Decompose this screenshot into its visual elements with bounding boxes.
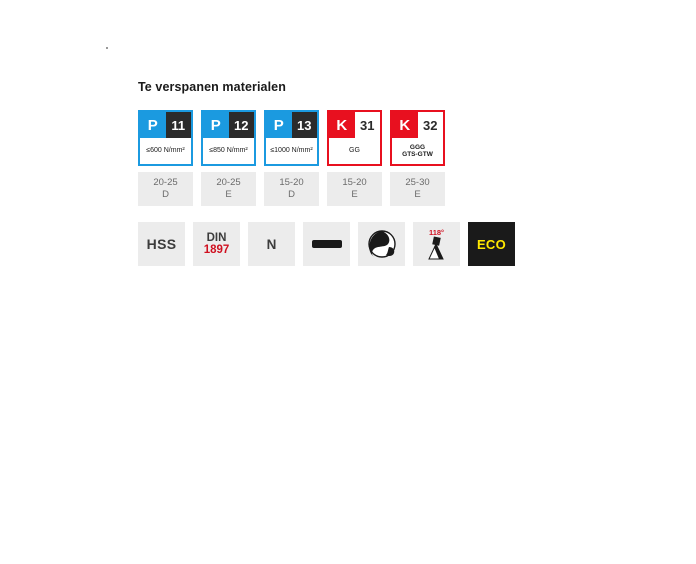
cutting-grade: E (414, 189, 421, 200)
eco-icon (468, 222, 515, 266)
material-cutting-data (138, 172, 193, 206)
material-spec (392, 138, 443, 164)
din-icon-label: DIN (206, 231, 227, 244)
material-cutting-data (327, 172, 382, 206)
material-cutting-data (264, 172, 319, 206)
material-group-number: 31 (355, 112, 381, 138)
material-card[interactable] (390, 110, 445, 166)
din-icon-number: 1897 (203, 244, 230, 256)
material-cards-row (138, 110, 515, 206)
material-card-group (201, 110, 256, 206)
material-group-letter: K (329, 112, 355, 138)
material-card-group (138, 110, 193, 206)
cutting-speed: 25-30 (405, 177, 430, 189)
cutting-speed: 20-25 (153, 177, 178, 189)
material-card[interactable] (327, 110, 382, 166)
material-card[interactable] (138, 110, 193, 166)
material-spec (329, 138, 380, 164)
n-type-icon-label: N (266, 236, 277, 252)
cutting-grade: E (225, 189, 232, 200)
material-cutting-data (201, 172, 256, 206)
point-angle-icon-shape (419, 235, 455, 261)
material-group-number: 11 (166, 112, 192, 138)
globe-icon (358, 222, 405, 266)
bar-stock-icon (303, 222, 350, 266)
cutting-grade: E (351, 189, 358, 200)
material-card-group (264, 110, 319, 206)
material-card-header (203, 112, 254, 138)
material-group-number: 12 (229, 112, 255, 138)
material-card-group (390, 110, 445, 206)
material-spec-line: ≤1000 N/mm² (270, 146, 313, 154)
material-cutting-data (390, 172, 445, 206)
n-type-icon (248, 222, 295, 266)
material-group-number: 13 (292, 112, 318, 138)
point-angle-icon (413, 222, 460, 266)
material-spec-line: ≤600 N/mm² (146, 146, 185, 154)
globe-icon-shape (367, 229, 397, 259)
material-spec-line: ≤850 N/mm² (209, 146, 248, 154)
material-spec-line: GG (349, 146, 360, 154)
material-group-letter: P (140, 112, 166, 138)
bar-stock-icon-shape (312, 240, 342, 248)
property-icons-row (138, 222, 515, 266)
material-card-header (266, 112, 317, 138)
material-group-letter: P (203, 112, 229, 138)
cutting-speed: 20-25 (216, 177, 241, 189)
page-title: Te verspanen materialen (138, 80, 286, 94)
cutting-speed: 15-20 (342, 177, 367, 189)
material-spec (203, 138, 254, 164)
eco-icon-label: ECO (476, 236, 507, 252)
din-icon (193, 222, 240, 266)
material-spec-line: GGG (409, 143, 426, 151)
material-card-header (392, 112, 443, 138)
material-group-letter: K (392, 112, 418, 138)
material-group-letter: P (266, 112, 292, 138)
hss-icon-label: HSS (146, 236, 177, 252)
hss-icon (138, 222, 185, 266)
point-angle-icon-label: 118° (428, 228, 445, 237)
stray-dot-marker (106, 47, 108, 49)
material-spec-line: GTS-GTW (402, 151, 433, 158)
cutting-speed: 15-20 (279, 177, 304, 189)
cutting-grade: D (162, 189, 169, 200)
cutting-grade: D (288, 189, 295, 200)
material-spec (266, 138, 317, 164)
material-group-number: 32 (418, 112, 444, 138)
material-card-group (327, 110, 382, 206)
material-spec (140, 138, 191, 164)
material-card-header (140, 112, 191, 138)
material-card-header (329, 112, 380, 138)
material-card[interactable] (264, 110, 319, 166)
materials-panel (138, 80, 515, 266)
material-card[interactable] (201, 110, 256, 166)
